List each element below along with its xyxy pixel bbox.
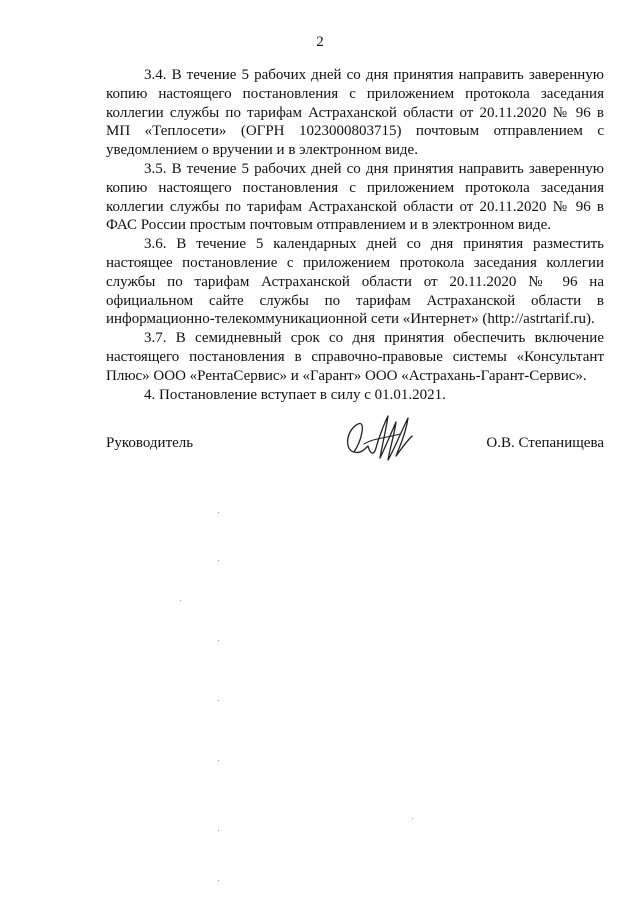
- paragraph-4: 4. Постановление вступает в силу с 01.01.2021.: [144, 386, 446, 403]
- scan-speck: [218, 640, 219, 641]
- scan-speck: [218, 560, 219, 561]
- paragraph-3-7: 3.7. В семидневный срок со дня принятия обеспечить включение настоящего постановления в справочно-правовые системы «Консультант Плюс» ООО «РентаСервис» и «Гарант» ООО «Астрахань-Гарант-Сервис».: [106, 330, 604, 384]
- signatory-name: О.В. Степанищева: [486, 435, 604, 451]
- paragraph-3-5: 3.5. В течение 5 рабочих дней со дня принятия направить заверенную копию настоящего постановления с приложением протокола заседания коллегии службы по тарифам Астраханской области от 20.11.2020 № 96 в ФАС России простым почтовым отправлением и в электронном виде.: [106, 160, 604, 234]
- scan-speck: [218, 830, 219, 831]
- signatory-title: Руководитель: [106, 435, 194, 451]
- scan-speck: [412, 818, 413, 819]
- signature-block: [106, 410, 604, 480]
- scan-speck: [218, 512, 219, 513]
- scan-speck: [218, 760, 219, 761]
- paragraph-3-6: 3.6. В течение 5 календарных дней со дня принятия разместить настоящее постановление с приложением протокола заседания коллегии службы по тарифам Астраханской области от 20.11.2020 № 96 на официальном сайте службы по тарифам Астраханской области в информационно-телекоммуникационной сети «Интернет» (http://astrtarif.ru).: [106, 236, 604, 328]
- scan-speck: [218, 880, 219, 881]
- scan-speck: [218, 700, 219, 701]
- handwritten-signature: [340, 410, 420, 480]
- scan-speck: [180, 600, 181, 601]
- paragraph-3-4: 3.4. В течение 5 рабочих дней со дня принятия направить заверенную копию настоящего постановления с приложением протокола заседания коллегии службы по тарифам Астраханской области от 20.11.2020 № 96 в МП «Теплосети» (ОГРН 1023000803715) почтовым отправлением с уведомлением о вручении и в электронном виде.: [106, 67, 604, 159]
- page-number: 2: [316, 34, 324, 50]
- document-body: [106, 66, 604, 404]
